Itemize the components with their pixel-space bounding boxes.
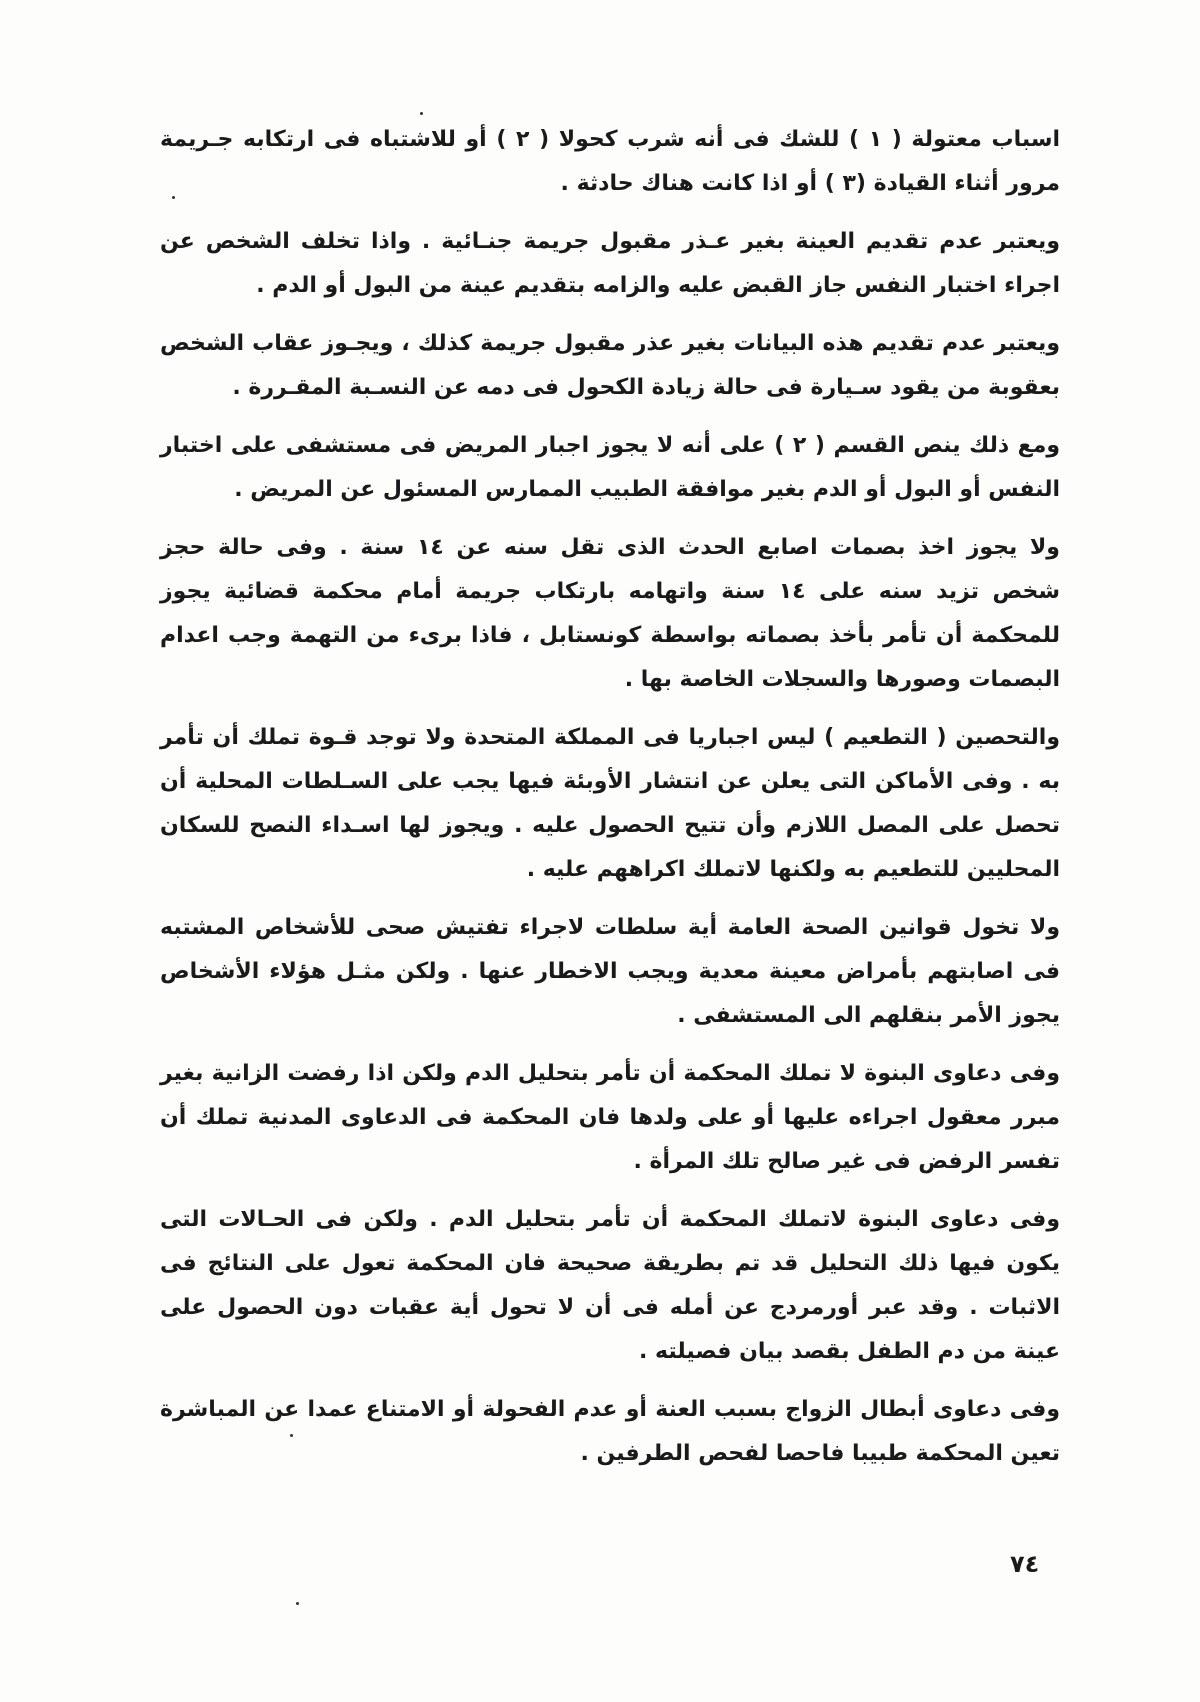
paragraph: وفى دعاوى البنوة لا تملك المحكمة أن تأمر بتحليل الدم ولكن اذا رفضت الزانية بغير مبرر معقول اجراءه عليها أو على ولدها فان المحكمة فى الدعاوى المدنية تملك أن تفسر الرفض فى غير صالح تلك المرأة .	[160, 1061, 1060, 1174]
scan-speck	[290, 1434, 293, 1437]
paragraph: ولا تخول قوانين الصحة العامة أية سلطات لاجراء تفتيش صحى للأشخاص المشتبه فى اصابتهم بأمراض معينة معدية ويجب الاخطار عنها . ولكن مثـل هؤلاء الأشخاص يجوز الأمر بنقلهم الى المستشفى .	[160, 915, 1060, 1028]
body-text	[160, 118, 1060, 1490]
paragraph: والتحصين ( التطعيم ) ليس اجباريا فى المملكة المتحدة ولا توجد قـوة تملك أن تأمر به . وفى الأماكن التى يعلن عن انتشار الأوبئة فيها يجب على السـلطات المحلية أن تحصل على المصل اللازم وأن تتيح الحصول عليه . ويجوز لها اسـداء النصح للسكان المحليين للتطعيم به ولكنها لاتملك اكراههم عليه .	[160, 725, 1060, 882]
paragraph: ومع ذلك ينص القسم ( ٢ ) على أنه لا يجوز اجبار المريض فى مستشفى على اختبار النفس أو البول أو الدم بغير موافقة الطبيب الممارس المسئول عن المريض .	[160, 433, 1060, 502]
paragraph: ولا يجوز اخذ بصمات اصابع الحدث الذى تقل سنه عن ١٤ سنة . وفى حالة حجز شخص تزيد سنه على ١٤ سنة واتهامه بارتكاب جريمة أمام محكمة قضائية يجوز للمحكمة أن تأمر بأخذ بصماته بواسطة كونستابل ، فاذا برىء من التهمة وجب اعدام البصمات وصورها والسجلات الخاصة بها .	[160, 535, 1061, 692]
paragraph: ويعتبر عدم تقديم هذه البيانات بغير عذر مقبول جريمة كذلك ، ويجـوز عقاب الشخص بعقوبة من يقود سـيارة فى حالة زيادة الكحول فى دمه عن النسـبة المقـررة .	[160, 331, 1060, 400]
paragraph: ويعتبر عدم تقديم العينة بغير عـذر مقبول جريمة جنـائية . واذا تخلف الشخص عن اجراء اختبار النفس جاز القبض عليه والزامه بتقديم عينة من البول أو الدم .	[160, 229, 1060, 298]
scan-speck	[296, 1602, 299, 1605]
scan-speck	[420, 112, 423, 115]
page-number: ٧٤	[1010, 1550, 1040, 1578]
paragraph: اسباب معتولة ( ١ ) للشك فى أنه شرب كحولا ( ٢ ) أو للاشتباه فى ارتكابه جـريمة مرور أثناء القيادة (٣ ) أو اذا كانت هناك حادثة .	[160, 127, 1060, 196]
paragraph: وفى دعاوى البنوة لاتملك المحكمة أن تأمر بتحليل الدم . ولكن فى الحـالات التى يكون فيها ذلك التحليل قد تم بطريقة صحيحة فان المحكمة تعول على النتائج فى الاثبات . وقد عبر أورمردج عن أمله فى أن لا تحول أية عقبات دون الحصول على عينة من دم الطفل بقصد بيان فصيلته .	[160, 1207, 1060, 1364]
scan-speck	[172, 196, 175, 199]
paragraph: وفى دعاوى أبطال الزواج بسبب العنة أو عدم الفحولة أو الامتناع عمدا عن المباشرة تعين المحكمة طبيبا فاحصا لفحص الطرفين .	[160, 1397, 1060, 1466]
